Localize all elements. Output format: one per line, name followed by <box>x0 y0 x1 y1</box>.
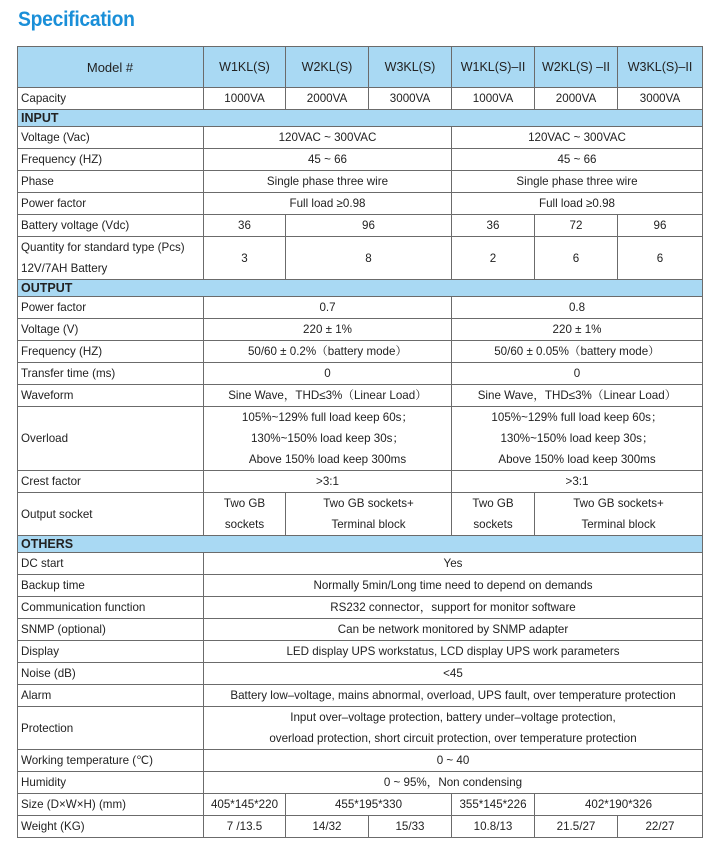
cell-line: 130%~150% load keep 30s； <box>250 432 405 445</box>
row-label: Communication function <box>18 597 204 619</box>
row-label-line: 12V/7AH Battery <box>21 262 108 275</box>
cell-value: 355*145*226 <box>452 794 535 816</box>
dc-start-row <box>18 553 703 575</box>
cell-value: 220 ± 1% <box>204 319 452 341</box>
cell-line: 130%~150% load keep 30s； <box>500 432 654 445</box>
cell-value: 2000VA <box>535 88 618 110</box>
section-heading: INPUT <box>18 110 703 127</box>
row-label: Noise (dB) <box>18 663 204 685</box>
cell-value: 402*190*326 <box>535 794 703 816</box>
section-output <box>18 280 703 297</box>
output-frequency-row <box>18 341 703 363</box>
cell-value: Sine Wave，THD≤3%（Linear Load） <box>452 385 703 407</box>
size-row <box>18 794 703 816</box>
cell-value: 22/27 <box>618 816 703 838</box>
alarm-row <box>18 685 703 707</box>
cell-value: 0.7 <box>204 297 452 319</box>
cell-value: 1000VA <box>204 88 286 110</box>
display-row <box>18 641 703 663</box>
cell-value: 72 <box>535 215 618 237</box>
cell-value <box>452 407 703 471</box>
input-power-factor-row <box>18 193 703 215</box>
row-label: Frequency (HZ) <box>18 341 204 363</box>
cell-value: 0 ~ 95%，Non condensing <box>204 772 703 794</box>
cell-value: LED display UPS workstatus, LCD display UPS work parameters <box>204 641 703 663</box>
cell-value: 120VAC ~ 300VAC <box>204 127 452 149</box>
cell-value: 0.8 <box>452 297 703 319</box>
cell-value: 220 ± 1% <box>452 319 703 341</box>
cell-value: <45 <box>204 663 703 685</box>
cell-value: 3000VA <box>369 88 452 110</box>
cell-value: 15/33 <box>369 816 452 838</box>
row-label: Transfer time (ms) <box>18 363 204 385</box>
cell-line: Terminal block <box>581 518 656 531</box>
row-label: Capacity <box>18 88 204 110</box>
model-name: W1KL(S) <box>204 47 286 88</box>
cell-value: 45 ~ 66 <box>452 149 703 171</box>
row-label: Phase <box>18 171 204 193</box>
input-voltage-row <box>18 127 703 149</box>
cell-value: 6 <box>618 237 703 280</box>
communication-row <box>18 597 703 619</box>
cell-value: 8 <box>286 237 452 280</box>
row-label: Weight (KG) <box>18 816 204 838</box>
output-voltage-row <box>18 319 703 341</box>
row-label: SNMP (optional) <box>18 619 204 641</box>
cell-value: 45 ~ 66 <box>204 149 452 171</box>
overload-row <box>18 407 703 471</box>
row-label: Backup time <box>18 575 204 597</box>
cell-value: 7 /13.5 <box>204 816 286 838</box>
row-label <box>18 237 204 280</box>
row-label: Overload <box>18 407 204 471</box>
cell-line: Two GB sockets+ <box>573 497 664 510</box>
output-socket-row <box>18 493 703 536</box>
row-label-line: Quantity for standard type (Pcs) <box>21 241 185 254</box>
cell-value: 96 <box>618 215 703 237</box>
model-name: W1KL(S)–II <box>452 47 535 88</box>
section-input <box>18 110 703 127</box>
model-name: W2KL(S) <box>286 47 369 88</box>
section-heading: OUTPUT <box>18 280 703 297</box>
snmp-row <box>18 619 703 641</box>
row-label: Voltage (V) <box>18 319 204 341</box>
cell-value <box>204 407 452 471</box>
model-name: W3KL(S)–II <box>618 47 703 88</box>
specification-table <box>17 46 703 838</box>
model-name: W2KL(S) –II <box>535 47 618 88</box>
cell-value: 3000VA <box>618 88 703 110</box>
cell-value <box>286 493 452 536</box>
row-label: Alarm <box>18 685 204 707</box>
model-label: Model # <box>18 47 204 88</box>
cell-value: Full load ≥0.98 <box>204 193 452 215</box>
cell-value: 1000VA <box>452 88 535 110</box>
cell-value: Single phase three wire <box>204 171 452 193</box>
cell-value <box>204 493 286 536</box>
row-label: Power factor <box>18 297 204 319</box>
cell-value: 120VAC ~ 300VAC <box>452 127 703 149</box>
cell-line: 105%~129% full load keep 60s； <box>241 411 414 424</box>
cell-value: Normally 5min/Long time need to depend on demands <box>204 575 703 597</box>
cell-line: Two GB <box>472 497 514 510</box>
cell-line: sockets <box>473 518 513 531</box>
cell-value: 21.5/27 <box>535 816 618 838</box>
cell-value: 6 <box>535 237 618 280</box>
cell-line: Above 150% load keep 300ms <box>498 453 656 466</box>
protection-row <box>18 707 703 750</box>
row-label: Voltage (Vac) <box>18 127 204 149</box>
section-heading: OTHERS <box>18 536 703 553</box>
row-label: Battery voltage (Vdc) <box>18 215 204 237</box>
input-phase-row <box>18 171 703 193</box>
cell-value: 36 <box>204 215 286 237</box>
cell-value: >3:1 <box>452 471 703 493</box>
cell-value: 96 <box>286 215 452 237</box>
cell-value: 0 <box>204 363 452 385</box>
cell-value: Sine Wave，THD≤3%（Linear Load） <box>204 385 452 407</box>
cell-value: Single phase three wire <box>452 171 703 193</box>
row-label: DC start <box>18 553 204 575</box>
section-others <box>18 536 703 553</box>
transfer-time-row <box>18 363 703 385</box>
row-label: Display <box>18 641 204 663</box>
cell-value: 405*145*220 <box>204 794 286 816</box>
cell-value <box>535 493 703 536</box>
cell-value: 36 <box>452 215 535 237</box>
cell-value <box>204 707 703 750</box>
cell-value: 50/60 ± 0.2%（battery mode） <box>204 341 452 363</box>
backup-time-row <box>18 575 703 597</box>
cell-line: Two GB sockets+ <box>323 497 414 510</box>
row-label: Size (D×W×H) (mm) <box>18 794 204 816</box>
cell-line: 105%~129% full load keep 60s； <box>491 411 663 424</box>
cell-line: overload protection, short circuit protection, over temperature protection <box>269 732 637 745</box>
output-power-factor-row <box>18 297 703 319</box>
row-label: Protection <box>18 707 204 750</box>
cell-value: Full load ≥0.98 <box>452 193 703 215</box>
cell-value: 50/60 ± 0.05%（battery mode） <box>452 341 703 363</box>
model-header-row <box>18 47 703 88</box>
weight-row <box>18 816 703 838</box>
cell-value: 2000VA <box>286 88 369 110</box>
cell-value: Yes <box>204 553 703 575</box>
working-temperature-row <box>18 750 703 772</box>
cell-value: 0 ~ 40 <box>204 750 703 772</box>
cell-value: 455*195*330 <box>286 794 452 816</box>
waveform-row <box>18 385 703 407</box>
cell-value: >3:1 <box>204 471 452 493</box>
cell-line: Terminal block <box>331 518 406 531</box>
crest-factor-row <box>18 471 703 493</box>
row-label: Power factor <box>18 193 204 215</box>
cell-value: Can be network monitored by SNMP adapter <box>204 619 703 641</box>
row-label: Working temperature (℃) <box>18 750 204 772</box>
battery-quantity-row <box>18 237 703 280</box>
cell-value <box>452 493 535 536</box>
cell-value: 10.8/13 <box>452 816 535 838</box>
cell-line: Above 150% load keep 300ms <box>248 453 407 466</box>
cell-line: Two GB <box>223 497 266 510</box>
page-title: Specification <box>18 8 135 31</box>
cell-value: 14/32 <box>286 816 369 838</box>
model-name: W3KL(S) <box>369 47 452 88</box>
cell-value: 0 <box>452 363 703 385</box>
battery-voltage-row <box>18 215 703 237</box>
row-label: Humidity <box>18 772 204 794</box>
row-label: Frequency (HZ) <box>18 149 204 171</box>
row-label: Crest factor <box>18 471 204 493</box>
capacity-row <box>18 88 703 110</box>
row-label: Output socket <box>18 493 204 536</box>
cell-value: 3 <box>204 237 286 280</box>
cell-value: 2 <box>452 237 535 280</box>
cell-line: sockets <box>224 518 265 531</box>
row-label: Waveform <box>18 385 204 407</box>
input-frequency-row <box>18 149 703 171</box>
cell-value: RS232 connector，support for monitor software <box>204 597 703 619</box>
cell-value: Battery low–voltage, mains abnormal, overload, UPS fault, over temperature protection <box>204 685 703 707</box>
noise-row <box>18 663 703 685</box>
cell-line: Input over–voltage protection, battery under–voltage protection, <box>290 711 616 724</box>
humidity-row <box>18 772 703 794</box>
